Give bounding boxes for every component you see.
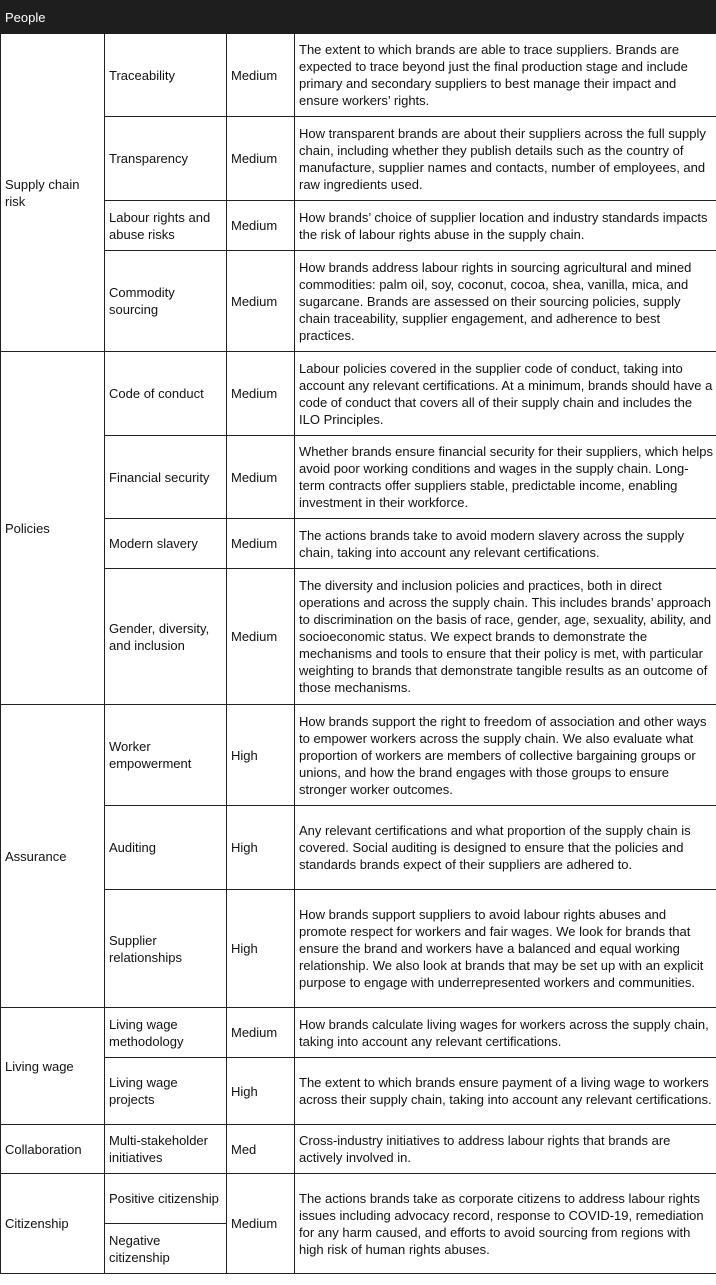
table-row — [1, 1174, 716, 1224]
table-row — [1, 201, 716, 251]
table-row — [1, 436, 716, 519]
description-cell: How brands support suppliers to avoid labour rights abuses and promote respect for workers and fair wages. We look for brands that ensure the brand and workers have a balanced and equal working relationship. We also look at brands that may be set up with an explicit purpose to engage with underrepresented workers and communities. — [295, 890, 716, 1008]
indicator-cell: Modern slavery — [105, 519, 227, 569]
indicator-cell: Financial security — [105, 436, 227, 519]
indicator-cell: Transparency — [105, 117, 227, 201]
description-cell: The extent to which brands are able to trace suppliers. Brands are expected to trace beyond just the final production stage and include primary and secondary suppliers to best manage their impact and ensure workers’ rights. — [295, 34, 716, 117]
table-row — [1, 34, 716, 117]
indicator-cell: Multi-stakeholder initiatives — [105, 1125, 227, 1174]
indicator-cell: Auditing — [105, 806, 227, 890]
description-cell: Labour policies covered in the supplier code of conduct, taking into account any relevant certifications. At a minimum, brands should have a code of conduct that covers all of their supply chain and includes the ILO Principles. — [295, 352, 716, 436]
category-cell: Citizenship — [1, 1174, 105, 1274]
weight-cell: High — [227, 890, 295, 1008]
description-cell: Whether brands ensure financial security for their suppliers, which helps avoid poor working conditions and wages in the supply chain. Long-term contracts offer suppliers stable, predictable income, enabling investment in their workforce. — [295, 436, 716, 519]
indicator-cell: Traceability — [105, 34, 227, 117]
indicator-cell: Positive citizenship — [105, 1174, 227, 1224]
description-cell: The extent to which brands ensure payment of a living wage to workers across their supply chain, taking into account any relevant certifications. — [295, 1058, 716, 1125]
description-cell: How brands’ choice of supplier location and industry standards impacts the risk of labour rights abuse in the supply chain. — [295, 201, 716, 251]
weight-cell: Medium — [227, 251, 295, 352]
weight-cell: Medium — [227, 436, 295, 519]
description-cell: The actions brands take as corporate citizens to address labour rights issues including advocacy record, response to COVID-19, remediation for any harm caused, and efforts to avoid sourcing from regions with high risk of human rights abuses. — [295, 1174, 716, 1274]
indicator-cell: Worker empowerment — [105, 705, 227, 806]
table-title: People — [1, 1, 716, 34]
indicator-cell: Commodity sourcing — [105, 251, 227, 352]
category-cell: Supply chain risk — [1, 34, 105, 352]
indicator-cell: Code of conduct — [105, 352, 227, 436]
table-row — [1, 1125, 716, 1174]
weight-cell: Medium — [227, 519, 295, 569]
table-row — [1, 1058, 716, 1125]
table-row — [1, 117, 716, 201]
weight-cell: High — [227, 806, 295, 890]
indicator-cell: Gender, diversity, and inclusion — [105, 569, 227, 705]
indicator-cell: Living wage projects — [105, 1058, 227, 1125]
indicator-cell: Living wage methodology — [105, 1008, 227, 1058]
category-cell: Policies — [1, 352, 105, 705]
weight-cell: Medium — [227, 1174, 295, 1274]
description-cell: How transparent brands are about their suppliers across the full supply chain, including whether they publish details such as the country of manufacture, supplier names and contacts, number of employees, and raw ingredients used. — [295, 117, 716, 201]
weight-cell: Medium — [227, 352, 295, 436]
category-cell: Living wage — [1, 1008, 105, 1125]
table-row — [1, 1008, 716, 1058]
table-row — [1, 806, 716, 890]
weight-cell: Medium — [227, 1008, 295, 1058]
category-cell: Collaboration — [1, 1125, 105, 1174]
table-row — [1, 890, 716, 1008]
table-row — [1, 352, 716, 436]
description-cell: Cross-industry initiatives to address labour rights that brands are actively involved in. — [295, 1125, 716, 1174]
description-cell: The diversity and inclusion policies and practices, both in direct operations and across the supply chain. This includes brands’ approach to discrimination on the basis of race, gender, age, sexuality, ability, and socioeconomic status. We expect brands to demonstrate the mechanisms and tools to ensure that their policy is met, with particular weighting to brands that demonstrate tangible results as an outcome of those mechanisms. — [295, 569, 716, 705]
description-cell: How brands calculate living wages for workers across the supply chain, taking into account any relevant certifications. — [295, 1008, 716, 1058]
table-row — [1, 251, 716, 352]
category-cell: Assurance — [1, 705, 105, 1008]
table-header-row — [1, 1, 716, 34]
weight-cell: High — [227, 1058, 295, 1125]
weight-cell: Medium — [227, 117, 295, 201]
description-cell: Any relevant certifications and what proportion of the supply chain is covered. Social auditing is designed to ensure that the policies and standards brands expect of their suppliers are adhered to. — [295, 806, 716, 890]
indicator-cell: Negative citizenship — [105, 1224, 227, 1274]
weight-cell: High — [227, 705, 295, 806]
table-row — [1, 705, 716, 806]
weight-cell: Med — [227, 1125, 295, 1174]
weight-cell: Medium — [227, 569, 295, 705]
indicator-cell: Labour rights and abuse risks — [105, 201, 227, 251]
weight-cell: Medium — [227, 34, 295, 117]
description-cell: How brands address labour rights in sourcing agricultural and mined commodities: palm oil, soy, coconut, cocoa, shea, vanilla, mica, and sugarcane. Brands are assessed on their sourcing policies, supply chain traceability, supplier engagement, and adherence to best practices. — [295, 251, 716, 352]
description-cell: How brands support the right to freedom of association and other ways to empower workers across the supply chain. We also evaluate what proportion of workers are members of collective bargaining groups or unions, and how the brand engages with those groups to ensure stronger worker outcomes. — [295, 705, 716, 806]
indicator-cell: Supplier relationships — [105, 890, 227, 1008]
table-row — [1, 569, 716, 705]
table-row — [1, 519, 716, 569]
description-cell: The actions brands take to avoid modern slavery across the supply chain, taking into account any relevant certifications. — [295, 519, 716, 569]
weight-cell: Medium — [227, 201, 295, 251]
